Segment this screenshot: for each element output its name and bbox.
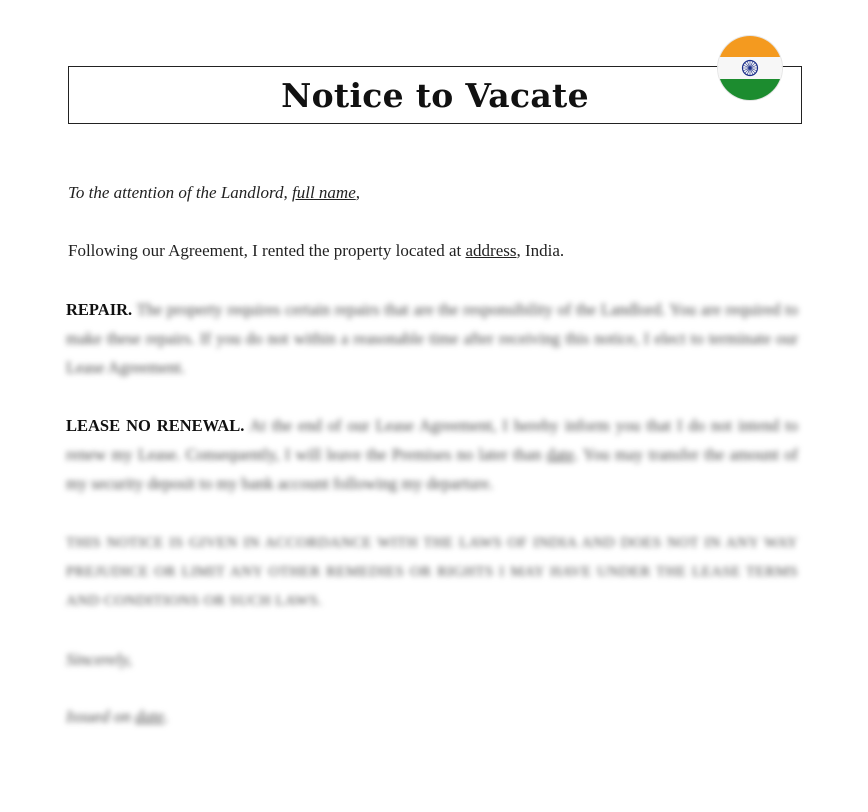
ashoka-chakra-icon (741, 59, 759, 77)
repair-section (66, 295, 798, 382)
salutation-suffix: , (355, 183, 361, 202)
leave-date-field[interactable]: date (546, 445, 575, 464)
intro-suffix: , India. (516, 241, 565, 260)
no-renewal-heading: LEASE NO RENEWAL. (66, 416, 245, 435)
intro-line (68, 241, 564, 261)
issued-prefix: Issued on (66, 707, 131, 726)
salutation-line (68, 183, 360, 203)
flag-saffron-band (718, 36, 782, 57)
flag-white-band (718, 57, 782, 78)
no-renewal-section (66, 411, 798, 498)
salutation-prefix: To the attention of the Landlord, (68, 183, 288, 202)
no-renewal-text-before: At the end of our Lease Agreement, I hereby inform you that I do not intend to renew my Lease. Consequently, I will leave the Premises no later than (66, 416, 799, 464)
landlord-name-field[interactable]: full name (292, 183, 356, 202)
issued-date-field[interactable]: date (134, 707, 165, 726)
page-title: Notice to Vacate (281, 75, 589, 115)
address-field[interactable]: address (465, 241, 517, 260)
title-box (68, 66, 802, 124)
intro-prefix: Following our Agreement, I rented the property located at (68, 241, 462, 260)
legal-notice: THIS NOTICE IS GIVEN IN ACCORDANCE WITH THE LAWS OF INDIA AND DOES NOT IN ANY WAY PREJUDICE OR LIMIT ANY OTHER REMEDIES OR RIGHTS I MAY HAVE UNDER THE LEASE TERMS AND CONDITIONS OR SUCH LAWS. (66, 535, 798, 609)
india-flag-icon (718, 36, 782, 100)
closing-line: Sincerely, (66, 650, 132, 669)
issued-suffix: . (164, 707, 169, 726)
issued-line (66, 707, 168, 727)
repair-heading: REPAIR. (66, 300, 133, 319)
repair-text: The property requires certain repairs that are the responsibility of the Landlord. You are required to make these repairs. If you do not within a reasonable time after receiving this notice, I elect to terminate our Lease Agreement. (66, 300, 798, 377)
no-renewal-text-after: . You may transfer the amount of my security deposit to my bank account following my departure. (66, 445, 799, 493)
